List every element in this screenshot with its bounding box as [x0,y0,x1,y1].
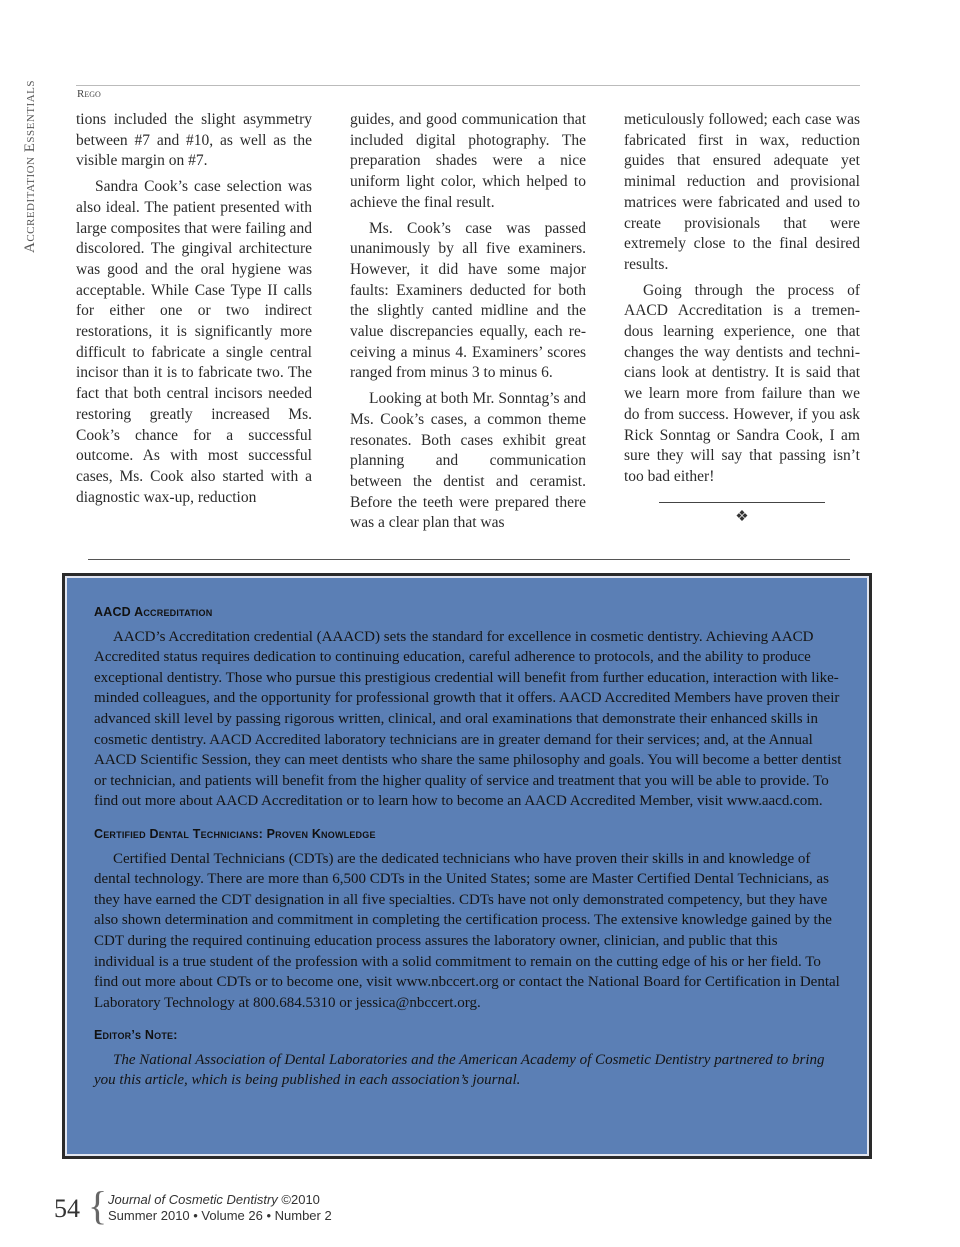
section-heading-aacd-accreditation: AACD Accreditation [94,605,213,619]
section-body-aacd-accreditation: AACD’s Accreditation credential (AAACD) sets the standard for excellence in cosmetic dentistry. Achieving AACD Accredited status requires dedication to continuing education, careful adherence to protocols, and the ability to produce exceptional dentistry. Those who pursue this prestigious credential will benefit from further education, interaction with like-minded colleagues, and the opportunity for professional growth that it offers. AACD Accredited Members have proven their advanced skill level by passing rigorous written, clinical, and oral examinations that demonstrate their enhanced skills in cosmetic dentistry. AACD Accredited laboratory technicians are in greater demand for their services; and, at the Annual AACD Scientific Session, they can meet dentists who share the same philosophy and goals. You will become a better dentist or technician, and patients will benefit from the higher quality of service and treatment that you will be able to provide. To find out more about AACD Accreditation or to learn how to become an AACD Accredited Member, visit www.aacd.com. [94,628,842,810]
footer-brace: { [88,1183,108,1228]
section-body-certified-dental-technicians: Certified Dental Technicians (CDTs) are the dedicated technicians who have proven their skills in and knowledge of dental technology. There are more than 6,500 CDTs in the United States; some are Master Certified Dental Technicians, as they have earned the CDT designation in all five specialties. CDTs have not only demonstrated competency, but they have also shown determination and commitment in completing the certification process. The extensive knowledge gained by the CDT during the required continuing education process assures the laboratory owner, clinician, and public that this individual is a true student of the profession with a solid commitment to remain on the cutting edge of his or her field. To find out more about CDTs or to become one, visit www.nbccert.org or contact the National Board for Certification in Dental Laboratory Technology at 800.684.5310 or jessica@nbccert.org. [94,850,840,1011]
paragraph: meticulously followed; each case was fabricated first in wax, reduction guides that ensured adequate yet minimal reduction and provisional matrices were fabricated and used to create provisionals that were extremely close to the final desired results. [624,111,860,273]
info-sidebar-box [62,573,872,1159]
journal-title: Journal of Cosmetic Dentistry [108,1192,278,1207]
section-heading-editors-note: Editor’s Note: [94,1028,178,1043]
journal-copyright: ©2010 [281,1192,320,1207]
section-side-label: Accreditation Essentials [22,80,38,253]
article-column-3 [624,110,860,527]
article-column-1 [76,110,312,513]
journal-citation [108,1192,332,1224]
paragraph: Looking at both Mr. Sonntag’s and Ms. Cook’s cases, a common theme resonates. Both cases exhibit great planning and communication between the dentist and ceramist. Before the teeth were prepared there was a clear plan that was [350,390,586,532]
article-columns [76,110,860,550]
paragraph: Ms. Cook’s case was passed unanimously by all five examiners. However, it did have some major faults: Examiners deducted for both the slightly canted midline and the value discrepancies equally, each re-ceiving a minus 4. Examiners’ scores ranged from minus 3 to minus 6. [350,219,586,382]
running-head-author: Rego [77,88,101,100]
top-rule [76,85,860,86]
page-number: 54 [54,1194,80,1223]
paragraph: Going through the process of AACD Accreditation is a tremen-dous learning experience, one that changes the way dentists and techni-cians look at dentistry. It is said that we learn more from failure than we do from success. However, if you ask Rick Sonntag or Sandra Cook, I am sure they will say that passing isn’t too bad either! [624,281,860,485]
section-divider-rule [88,559,850,560]
paragraph: Sandra Cook’s case selection was also ideal. The patient presented with large composites that were failing and discolored. The gingival architecture was good and the oral hygiene was acceptable. While Case Type II calls for either one or two indirect restorations, it is significantly more difficult to fabricate a single central incisor than it is to fabricate two. The fact that both central incisors needed restoring greatly increased Ms. Cook’s chance for a successful outcome. As with most successful cases, Ms. Cook also started with a diagnostic wax-up, reduction [76,178,313,506]
end-of-article-mark: ❖ [735,508,749,525]
article-column-2 [350,110,586,539]
info-sidebar-content [65,576,869,1156]
section-body-editors-note: The National Association of Dental Laboratories and the American Academy of Cosmetic Dentistry partnered to bring you this article, which is being published in each association’s journal. [94,1051,825,1089]
section-heading-certified-dental-technicians: Certified Dental Technicians: Proven Knowledge [94,826,376,841]
paragraph: guides, and good communication that included digital photography. The preparation shades were a nice uniform light color, which helped to achieve the final result. [350,111,586,211]
paragraph: tions included the slight asymmetry between #7 and #10, as well as the visible margin on #7. [76,111,312,170]
journal-issue: Summer 2010 • Volume 26 • Number 2 [108,1208,332,1223]
end-of-article-rule [659,502,825,503]
